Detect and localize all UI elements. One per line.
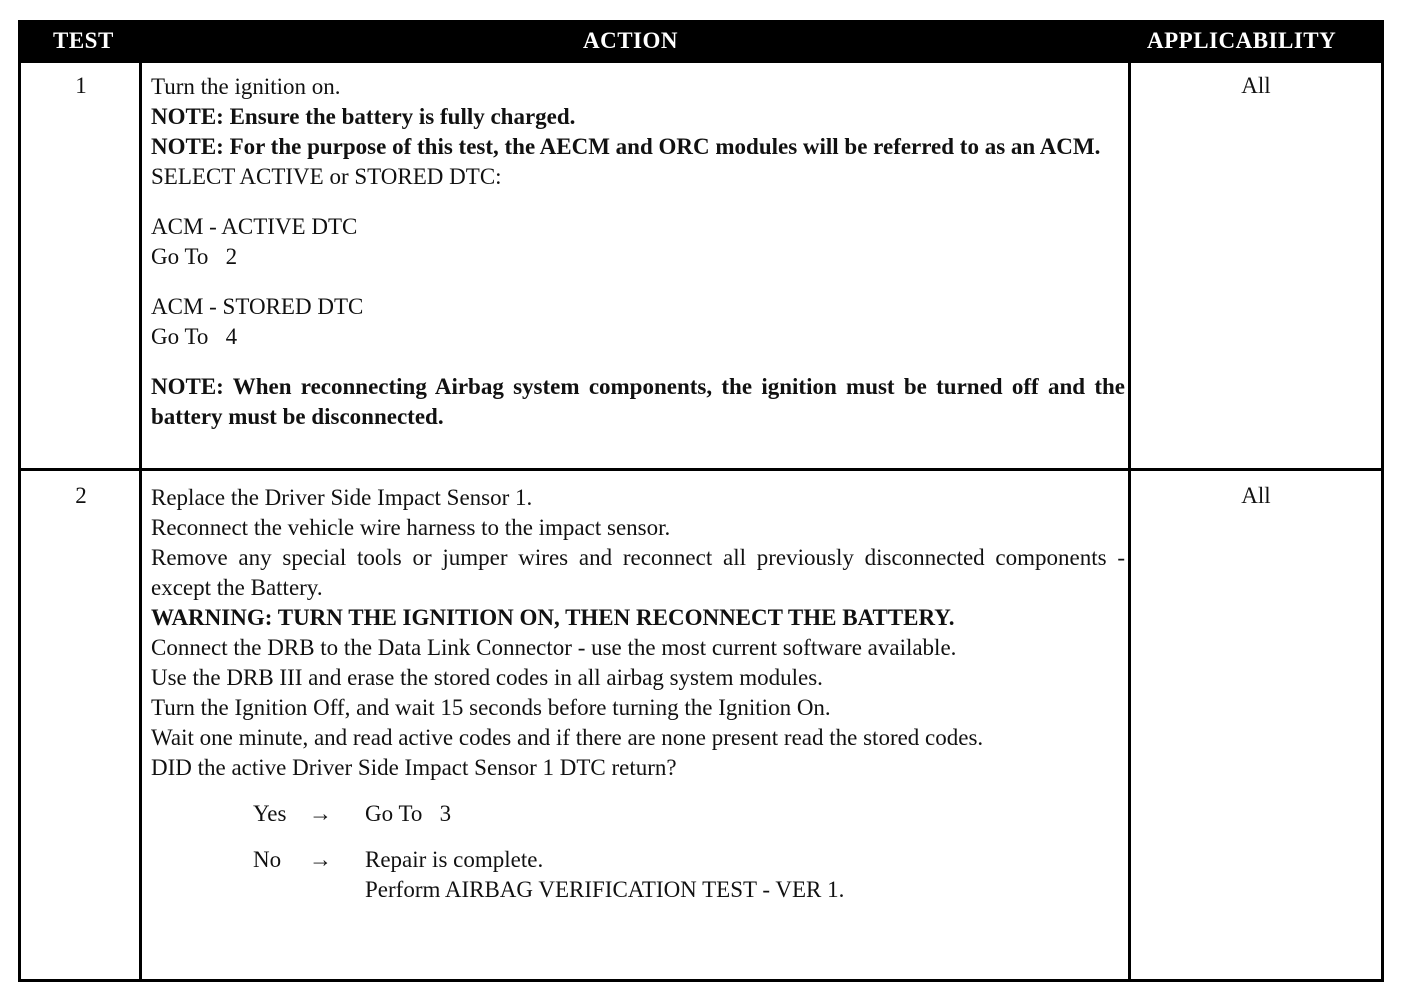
row1-test-number: 1 — [75, 73, 87, 98]
row2-no-branch — [253, 845, 1125, 905]
header-test: TEST — [53, 28, 114, 53]
row1-note-battery: NOTE: Ensure the battery is fully charged. — [151, 104, 576, 129]
arrow-icon: → — [309, 847, 332, 872]
arrow-icon: → — [309, 801, 332, 826]
row1-note-purpose: NOTE: For the purpose of this test, the AECM and ORC modules will be referred to as an ACM. — [151, 134, 1101, 159]
row2-line: Turn the Ignition Off, and wait 15 seconds before turning the Ignition On. — [151, 695, 831, 720]
row1-goto-active: Go To 2 — [151, 244, 238, 269]
row1-goto-stored: Go To 4 — [151, 324, 238, 349]
table-header — [21, 23, 1381, 63]
row1-option-stored: ACM - STORED DTC — [151, 294, 364, 319]
header-action: ACTION — [583, 28, 679, 53]
row1-action — [151, 72, 1125, 432]
column-divider — [139, 63, 142, 979]
yes-label: Yes — [253, 801, 287, 826]
yes-target: Go To 3 — [365, 801, 452, 826]
diagnostic-table — [18, 20, 1384, 982]
row2-line: Wait one minute, and read active codes and if there are none present read the stored codes. — [151, 725, 984, 750]
row2-line: Connect the DRB to the Data Link Connector - use the most current software available. — [151, 635, 957, 660]
row1-select: SELECT ACTIVE or STORED DTC: — [151, 164, 502, 189]
no-target-line1: Repair is complete. — [365, 847, 544, 872]
row1-line: Turn the ignition on. — [151, 74, 341, 99]
no-target — [365, 845, 844, 905]
row2-line: Reconnect the vehicle wire harness to the impact sensor. — [151, 515, 671, 540]
row2-warning: WARNING: TURN THE IGNITION ON, THEN RECONNECT THE BATTERY. — [151, 605, 955, 630]
row2-question: DID the active Driver Side Impact Sensor 1 DTC return? — [151, 755, 677, 780]
row1-note-reconnect: NOTE: When reconnecting Airbag system components, the ignition must be turned off and the battery must be disconnected. — [151, 374, 1125, 429]
no-label: No — [253, 847, 282, 872]
header-applicability: APPLICABILITY — [1147, 28, 1337, 53]
row2-line: Replace the Driver Side Impact Sensor 1. — [151, 485, 533, 510]
no-target-line2: Perform AIRBAG VERIFICATION TEST - VER 1. — [365, 877, 845, 902]
row2-test-number: 2 — [75, 483, 87, 508]
row1-option-active: ACM - ACTIVE DTC — [151, 214, 358, 239]
row2-action — [151, 483, 1125, 905]
row2-yes-branch — [253, 799, 1125, 829]
row2-line: Remove any special tools or jumper wires and reconnect all previously disconnected components - except the Battery. — [151, 545, 1125, 600]
column-divider — [1128, 63, 1131, 979]
row-divider — [21, 468, 1381, 471]
row2-applicability: All — [1241, 483, 1271, 508]
row2-line: Use the DRB III and erase the stored codes in all airbag system modules. — [151, 665, 823, 690]
row1-applicability: All — [1241, 73, 1271, 98]
